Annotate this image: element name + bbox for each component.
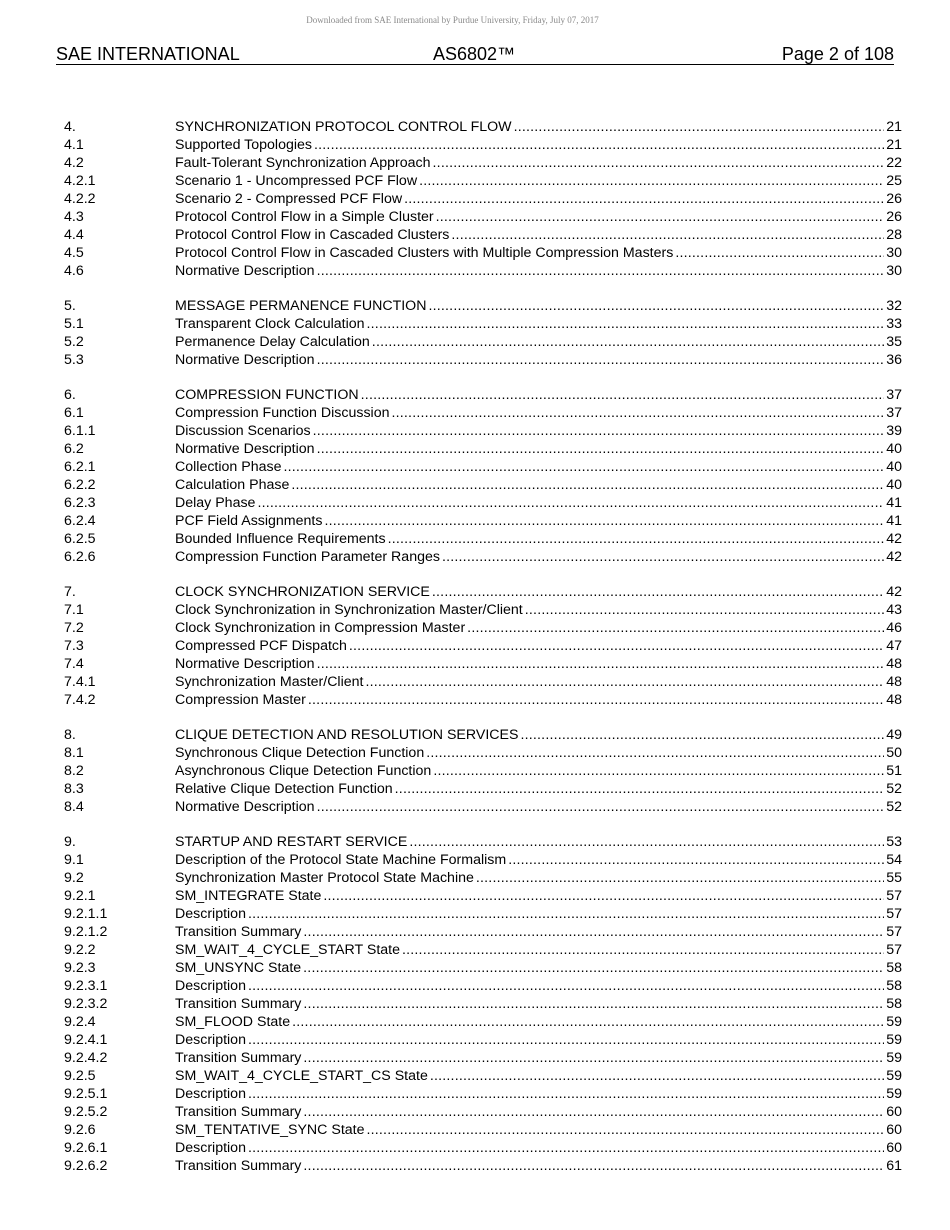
toc-entry[interactable] [64,887,902,905]
toc-entry-number: 8. [64,727,76,743]
dot-leader [433,762,884,780]
toc-entry-title: Asynchronous Clique Detection Function [175,763,432,779]
toc-entry[interactable] [64,780,902,798]
page-header [56,44,894,65]
toc-entry-number: 4.2.1 [64,173,96,189]
toc-entry-title: Delay Phase [175,495,256,511]
toc-entry-title: Protocol Control Flow in a Simple Cluster [175,209,434,225]
toc-entry-title: Synchronization Master/Client [175,674,364,690]
toc-entry-number: 8.3 [64,781,84,797]
toc-entry-number: 5.1 [64,316,84,332]
dot-leader [442,548,884,566]
dot-leader [308,691,884,709]
toc-entry[interactable] [64,386,902,404]
toc-entry-page: 47 [886,638,902,654]
toc-entry-page: 61 [886,1158,902,1174]
toc-entry-page: 30 [886,245,902,261]
toc-entry-title: Transition Summary [175,1158,302,1174]
toc-entry-title: Normative Description [175,799,315,815]
dot-leader [366,1121,884,1139]
dot-leader [451,226,884,244]
toc-entry[interactable] [64,512,902,530]
toc-entry-title: Bounded Influence Requirements [175,531,386,547]
toc-entry-page: 35 [886,334,902,350]
toc-entry[interactable] [64,1085,902,1103]
toc-entry[interactable] [64,172,902,190]
toc-entry-page: 55 [886,870,902,886]
toc-entry-title: Protocol Control Flow in Cascaded Clusters with Multiple Compression Masters [175,245,674,261]
dot-leader [520,726,884,744]
toc-entry[interactable] [64,476,902,494]
toc-entry-title: COMPRESSION FUNCTION [175,387,359,403]
toc-entry-title: Relative Clique Detection Function [175,781,393,797]
toc-entry-title: Calculation Phase [175,477,290,493]
toc-entry-page: 57 [886,888,902,904]
dot-leader [349,637,884,655]
toc-section-group [64,583,902,709]
toc-entry-number: 4.2 [64,155,84,171]
toc-entry[interactable] [64,262,902,280]
toc-entry-number: 9.2.2 [64,942,96,958]
toc-entry-page: 57 [886,906,902,922]
toc-entry[interactable] [64,691,902,709]
toc-entry-title: Permanence Delay Calculation [175,334,370,350]
toc-section-group [64,833,902,1175]
toc-entry-page: 49 [886,727,902,743]
toc-entry-title: Description [175,1086,246,1102]
toc-entry[interactable] [64,637,902,655]
toc-entry-title: Synchronous Clique Detection Function [175,745,425,761]
toc-entry[interactable] [64,583,902,601]
toc-entry[interactable] [64,995,902,1013]
toc-entry-title: Collection Phase [175,459,282,475]
toc-entry-number: 7.3 [64,638,84,654]
toc-entry-number: 9.2.4 [64,1014,96,1030]
toc-entry-title: STARTUP AND RESTART SERVICE [175,834,408,850]
toc-entry-title: Description [175,906,246,922]
toc-entry-title: Clock Synchronization in Synchronization Master/Client [175,602,523,618]
toc-entry[interactable] [64,440,902,458]
toc-entry[interactable] [64,744,902,762]
toc-entry-page: 36 [886,352,902,368]
dot-leader [404,190,884,208]
toc-entry[interactable] [64,244,902,262]
dot-leader [324,512,884,530]
toc-entry-number: 9.2 [64,870,84,886]
toc-entry-number: 4.1 [64,137,84,153]
toc-section-group [64,386,902,566]
dot-leader [391,404,884,422]
toc-entry-number: 9.2.5 [64,1068,96,1084]
dot-leader [432,583,884,601]
dot-leader [303,959,884,977]
toc-entry-title: Description [175,978,246,994]
toc-entry-number: 9.2.4.1 [64,1032,108,1048]
toc-entry-page: 53 [886,834,902,850]
toc-entry-number: 9.2.6.1 [64,1140,108,1156]
dot-leader [365,673,884,691]
toc-entry-page: 58 [886,978,902,994]
toc-entry-number: 8.1 [64,745,84,761]
toc-entry-page: 30 [886,263,902,279]
toc-entry-number: 4.4 [64,227,84,243]
dot-leader [436,208,885,226]
dot-leader [317,440,885,458]
toc-section-group [64,118,902,280]
toc-entry-page: 39 [886,423,902,439]
dot-leader [419,172,884,190]
toc-entry-page: 54 [886,852,902,868]
toc-entry-number: 6.2.3 [64,495,96,511]
toc-entry-page: 59 [886,1032,902,1048]
toc-entry-page: 59 [886,1068,902,1084]
dot-leader [409,833,884,851]
toc-entry[interactable] [64,673,902,691]
toc-entry-title: MESSAGE PERMANENCE FUNCTION [175,298,427,314]
dot-leader [248,1139,884,1157]
dot-leader [388,530,885,548]
toc-entry-title: SM_UNSYNC State [175,960,302,976]
toc-entry-number: 9.2.3 [64,960,96,976]
toc-entry-title: Supported Topologies [175,137,312,153]
toc-entry-page: 22 [886,155,902,171]
toc-entry-title: Fault-Tolerant Synchronization Approach [175,155,431,171]
dot-leader [514,118,885,136]
dot-leader [303,1049,884,1067]
toc-entry-page: 25 [886,173,902,189]
toc-entry-page: 60 [886,1140,902,1156]
toc-entry-title: Transition Summary [175,924,302,940]
toc-entry-title: Description of the Protocol State Machine Formalism [175,852,507,868]
dot-leader [303,995,884,1013]
toc-entry-page: 46 [886,620,902,636]
toc-entry[interactable] [64,941,902,959]
toc-entry-title: Description [175,1032,246,1048]
table-of-contents [64,118,902,1192]
toc-entry-number: 7. [64,584,76,600]
dot-leader [428,297,884,315]
toc-section-group [64,726,902,816]
toc-entry-page: 41 [886,513,902,529]
toc-entry[interactable] [64,977,902,995]
toc-entry[interactable] [64,1013,902,1031]
toc-entry-page: 33 [886,316,902,332]
toc-entry-number: 9.2.1.1 [64,906,108,922]
toc-entry-number: 7.4.2 [64,692,96,708]
toc-entry[interactable] [64,923,902,941]
toc-entry-page: 59 [886,1086,902,1102]
toc-entry-title: SM_FLOOD State [175,1014,291,1030]
dot-leader [303,923,884,941]
toc-entry-page: 48 [886,656,902,672]
dot-leader [292,1013,884,1031]
toc-entry-number: 5.2 [64,334,84,350]
dot-leader [303,1157,884,1175]
toc-entry-number: 9.2.3.2 [64,996,108,1012]
toc-entry-page: 28 [886,227,902,243]
toc-entry[interactable] [64,422,902,440]
toc-entry-number: 5.3 [64,352,84,368]
toc-entry-page: 58 [886,996,902,1012]
toc-entry[interactable] [64,1157,902,1175]
toc-entry-title: PCF Field Assignments [175,513,323,529]
dot-leader [675,244,884,262]
toc-entry[interactable] [64,1067,902,1085]
dot-leader [430,1067,884,1085]
toc-entry-number: 9.2.1.2 [64,924,108,940]
toc-section-group [64,297,902,369]
toc-entry-page: 48 [886,692,902,708]
dot-leader [248,1085,884,1103]
toc-entry-number: 9. [64,834,76,850]
toc-entry-page: 43 [886,602,902,618]
toc-entry-title: Normative Description [175,263,315,279]
toc-entry-title: Discussion Scenarios [175,423,311,439]
toc-entry[interactable] [64,404,902,422]
toc-entry-page: 37 [886,387,902,403]
toc-entry[interactable] [64,833,902,851]
toc-entry-number: 6.1 [64,405,84,421]
toc-entry-number: 4.2.2 [64,191,96,207]
toc-entry[interactable] [64,726,902,744]
toc-entry[interactable] [64,655,902,673]
toc-entry-title: Compression Function Parameter Ranges [175,549,440,565]
toc-entry[interactable] [64,315,902,333]
toc-entry-title: Description [175,1140,246,1156]
dot-leader [372,333,884,351]
toc-entry[interactable] [64,869,902,887]
toc-entry[interactable] [64,530,902,548]
dot-leader [402,941,884,959]
toc-entry-page: 41 [886,495,902,511]
toc-entry-title: SM_TENTATIVE_SYNC State [175,1122,365,1138]
toc-entry-title: SM_WAIT_4_CYCLE_START_CS State [175,1068,428,1084]
toc-entry-number: 9.2.3.1 [64,978,108,994]
toc-entry-title: Compression Function Discussion [175,405,390,421]
dot-leader [395,780,885,798]
toc-entry[interactable] [64,154,902,172]
toc-entry-page: 52 [886,799,902,815]
toc-entry-page: 40 [886,459,902,475]
dot-leader [323,887,884,905]
toc-entry-page: 40 [886,441,902,457]
toc-entry-title: Synchronization Master Protocol State Machine [175,870,474,886]
toc-entry[interactable] [64,458,902,476]
toc-entry-number: 9.2.6 [64,1122,96,1138]
toc-entry-page: 37 [886,405,902,421]
toc-entry[interactable] [64,619,902,637]
toc-entry-number: 5. [64,298,76,314]
toc-entry-number: 6.2.4 [64,513,96,529]
toc-entry[interactable] [64,494,902,512]
dot-leader [291,476,884,494]
toc-entry[interactable] [64,118,902,136]
toc-entry-page: 21 [886,137,902,153]
toc-entry-number: 6.2.2 [64,477,96,493]
toc-entry-number: 6.2.5 [64,531,96,547]
dot-leader [248,1031,884,1049]
toc-entry-title: Scenario 1 - Uncompressed PCF Flow [175,173,418,189]
toc-entry-page: 59 [886,1014,902,1030]
toc-entry-number: 4.6 [64,263,84,279]
dot-leader [508,851,884,869]
dot-leader [426,744,884,762]
toc-entry-page: 58 [886,960,902,976]
toc-entry-number: 7.4.1 [64,674,96,690]
dot-leader [314,136,884,154]
toc-entry-number: 8.2 [64,763,84,779]
toc-entry-number: 8.4 [64,799,84,815]
toc-entry[interactable] [64,297,902,315]
toc-entry-number: 7.2 [64,620,84,636]
publisher-name: SAE INTERNATIONAL [56,44,240,64]
toc-entry-title: Normative Description [175,656,315,672]
toc-entry-number: 6.2.6 [64,549,96,565]
toc-entry-number: 6.2.1 [64,459,96,475]
toc-entry-title: SM_WAIT_4_CYCLE_START State [175,942,400,958]
toc-entry-title: Normative Description [175,441,315,457]
toc-entry-page: 50 [886,745,902,761]
toc-entry-title: Clock Synchronization in Compression Master [175,620,466,636]
toc-entry[interactable] [64,1103,902,1121]
toc-entry-number: 6.2 [64,441,84,457]
toc-entry-title: Compressed PCF Dispatch [175,638,347,654]
toc-entry-page: 59 [886,1050,902,1066]
toc-entry[interactable] [64,1049,902,1067]
toc-entry-page: 60 [886,1122,902,1138]
toc-entry[interactable] [64,136,902,154]
toc-entry-page: 42 [886,584,902,600]
toc-entry-page: 60 [886,1104,902,1120]
toc-entry-number: 9.1 [64,852,84,868]
toc-entry-page: 32 [886,298,902,314]
toc-entry[interactable] [64,1031,902,1049]
toc-entry[interactable] [64,333,902,351]
toc-entry-title: CLIQUE DETECTION AND RESOLUTION SERVICES [175,727,519,743]
toc-entry-title: CLOCK SYNCHRONIZATION SERVICE [175,584,430,600]
dot-leader [433,154,885,172]
toc-entry-page: 57 [886,942,902,958]
dot-leader [467,619,884,637]
toc-entry[interactable] [64,190,902,208]
toc-entry-page: 52 [886,781,902,797]
toc-entry[interactable] [64,601,902,619]
toc-entry-title: Scenario 2 - Compressed PCF Flow [175,191,403,207]
toc-entry-page: 40 [886,477,902,493]
toc-entry[interactable] [64,851,902,869]
dot-leader [367,315,885,333]
dot-leader [257,494,884,512]
toc-entry-number: 6. [64,387,76,403]
toc-entry[interactable] [64,1121,902,1139]
toc-entry-title: Transition Summary [175,1104,302,1120]
toc-entry[interactable] [64,905,902,923]
document-id: AS6802™ [433,44,516,64]
toc-entry-page: 26 [886,209,902,225]
toc-entry-page: 42 [886,549,902,565]
toc-entry-page: 42 [886,531,902,547]
dot-leader [317,351,885,369]
toc-entry-number: 9.2.5.1 [64,1086,108,1102]
dot-leader [313,422,885,440]
toc-entry-title: SYNCHRONIZATION PROTOCOL CONTROL FLOW [175,119,512,135]
toc-entry-page: 26 [886,191,902,207]
toc-entry[interactable] [64,548,902,566]
page-number: Page 2 of 108 [781,44,894,64]
toc-entry-title: Protocol Control Flow in Cascaded Clusters [175,227,450,243]
toc-entry-number: 7.1 [64,602,84,618]
toc-entry-page: 48 [886,674,902,690]
toc-entry-number: 4.5 [64,245,84,261]
toc-entry[interactable] [64,798,902,816]
toc-entry-number: 4.3 [64,209,84,225]
toc-entry[interactable] [64,351,902,369]
download-watermark: Downloaded from SAE International by Purdue University, Friday, July 07, 2017 [306,15,599,25]
dot-leader [476,869,884,887]
toc-entry-number: 6.1.1 [64,423,96,439]
toc-entry-title: SM_INTEGRATE State [175,888,322,904]
toc-entry[interactable] [64,226,902,244]
dot-leader [283,458,884,476]
dot-leader [361,386,885,404]
toc-entry-number: 9.2.5.2 [64,1104,108,1120]
toc-entry-number: 7.4 [64,656,84,672]
toc-entry-page: 51 [886,763,902,779]
dot-leader [248,905,884,923]
toc-entry-page: 57 [886,924,902,940]
toc-entry[interactable] [64,1139,902,1157]
toc-entry-number: 9.2.1 [64,888,96,904]
dot-leader [317,262,885,280]
toc-entry-title: Normative Description [175,352,315,368]
toc-entry[interactable] [64,762,902,780]
dot-leader [303,1103,884,1121]
dot-leader [525,601,884,619]
dot-leader [248,977,884,995]
dot-leader [317,798,885,816]
toc-entry-title: Transparent Clock Calculation [175,316,365,332]
toc-entry-title: Compression Master [175,692,306,708]
toc-entry-page: 21 [886,119,902,135]
toc-entry[interactable] [64,208,902,226]
toc-entry-title: Transition Summary [175,996,302,1012]
toc-entry-title: Transition Summary [175,1050,302,1066]
toc-entry-number: 4. [64,119,76,135]
toc-entry-number: 9.2.6.2 [64,1158,108,1174]
toc-entry-number: 9.2.4.2 [64,1050,108,1066]
toc-entry[interactable] [64,959,902,977]
dot-leader [317,655,885,673]
